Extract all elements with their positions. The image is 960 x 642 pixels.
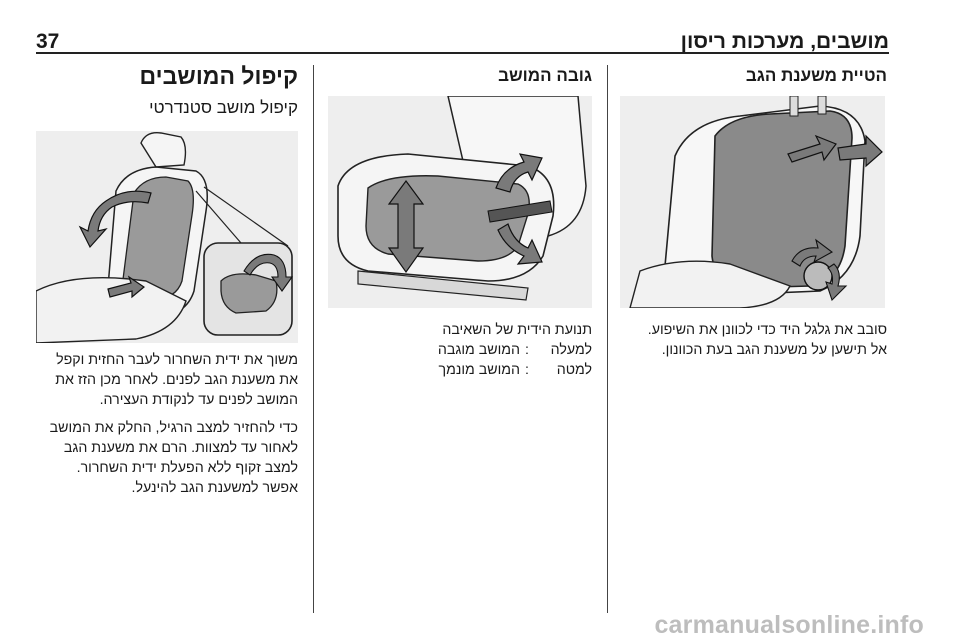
- section-folding: [36, 62, 298, 118]
- item-value: המושב מונמך: [438, 362, 520, 378]
- folding-para2-line-2: לאחור עד למצוות. הרם את משענת הגב: [63, 440, 298, 456]
- watermark-text: carmanualsonline.info: [654, 611, 924, 639]
- section-seat-height: [328, 66, 592, 86]
- seat-height-illustration: [328, 96, 592, 308]
- folding-para2-line-3: למצב זקוף ללא הפעלת ידית השחרור.: [76, 460, 298, 476]
- section-heading: הטיית משענת הגב: [745, 66, 887, 85]
- seat-height-item-up: [328, 340, 592, 360]
- section-subheading: קיפול מושב סטנדרטי: [149, 98, 298, 117]
- backrest-tilt-text: [620, 320, 887, 360]
- folding-text: [36, 350, 298, 498]
- folding-para1-line-3: המושב לפנים עד לנקודת העצירה.: [99, 392, 298, 408]
- page-number: 37: [36, 30, 60, 53]
- backrest-tilt-line-2: אל תישען על משענת הגב בעת הכוונון.: [661, 342, 887, 358]
- backrest-tilt-illustration: [620, 96, 885, 308]
- section-backrest-tilt: [620, 66, 887, 86]
- column-divider-left: [313, 65, 314, 613]
- seat-fold-drawing: [36, 131, 298, 343]
- column-divider-right: [607, 65, 608, 613]
- item-label: למטה: [556, 362, 592, 378]
- section-heading: קיפול המושבים: [139, 63, 298, 89]
- section-heading: גובה המושב: [498, 66, 592, 85]
- folding-para1-line-1: משוך את ידית השחרור לעבר החזית וקפל: [56, 352, 298, 368]
- seat-height-intro: תנועת הידית של השאיבה: [442, 322, 592, 338]
- seat-backrest-drawing: [620, 96, 885, 308]
- paragraph-spacer: [36, 410, 298, 418]
- page-header: [36, 30, 889, 52]
- item-separator: :: [525, 342, 529, 358]
- item-value: המושב מוגבה: [437, 342, 520, 358]
- folding-para2-line-1: כדי להחזיר למצב הרגיל, החלק את המושב: [49, 420, 298, 436]
- folding-para2-line-4: אפשר למשענת הגב להינעל.: [131, 480, 298, 496]
- seat-height-text: [328, 320, 592, 380]
- item-separator: :: [525, 362, 529, 378]
- header-title: מושבים, מערכות ריסון: [680, 30, 889, 53]
- seat-height-item-down: [328, 360, 592, 380]
- backrest-tilt-line-1: סובב את גלגל היד כדי לכוונן את השיפוע.: [647, 322, 887, 338]
- seat-folding-illustration: [36, 131, 298, 343]
- folding-para1-line-2: את משענת הגב לפנים. לאחר מכן הזז את: [55, 372, 298, 388]
- header-rule: [36, 52, 889, 54]
- item-label: למעלה: [550, 342, 592, 358]
- seat-cushion-drawing: [328, 96, 592, 308]
